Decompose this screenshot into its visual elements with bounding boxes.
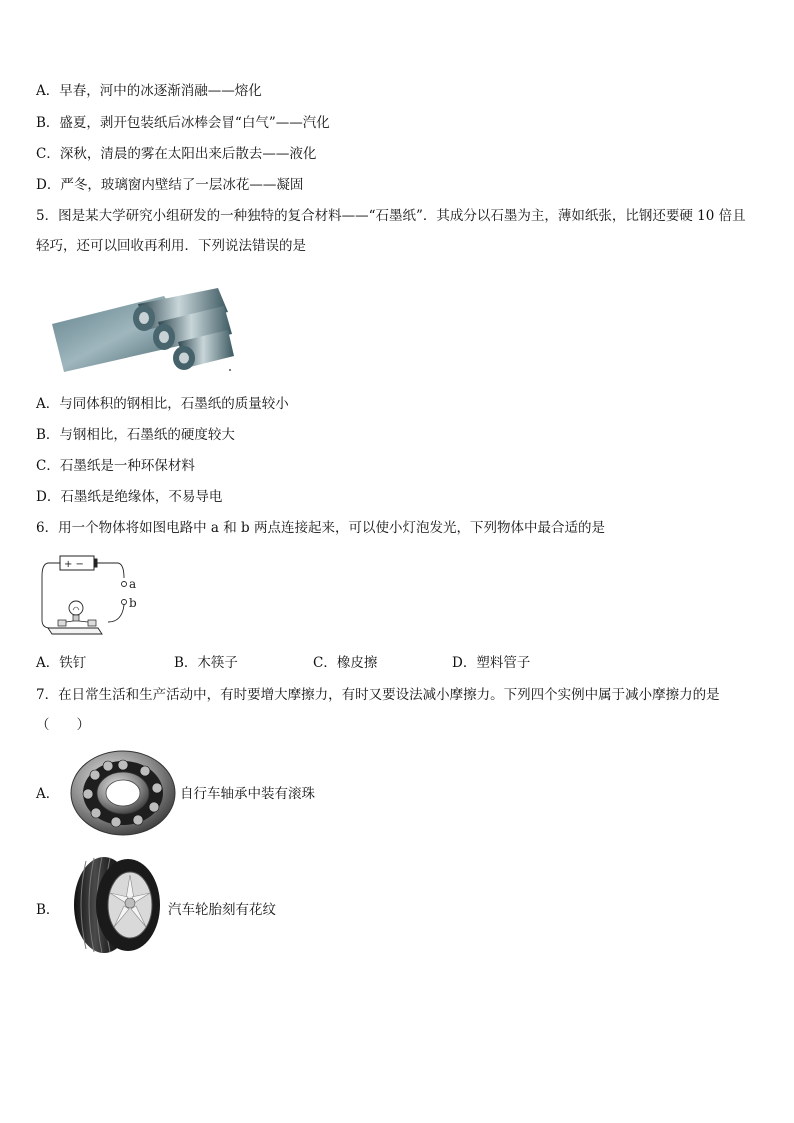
q7-option-b-letter: B． — [36, 902, 60, 918]
q4-option-c: C．深秋，清晨的雾在太阳出来后散去——液化 — [36, 146, 317, 162]
point-a-terminal — [122, 582, 127, 587]
q5-option-c: C．石墨纸是一种环保材料 — [36, 458, 195, 474]
point-a-label: a — [129, 577, 137, 591]
q6-option-d: D．塑料管子 — [452, 655, 531, 671]
tire-image — [68, 855, 164, 955]
circuit-diagram — [36, 550, 146, 640]
battery-label: + − — [64, 559, 84, 570]
q7-option-a-text: 自行车轴承中装有滚珠 — [180, 786, 315, 802]
light-bulb-icon — [69, 601, 83, 621]
q4-option-d: D．严冬，玻璃窗内壁结了一层冰花——凝固 — [36, 177, 304, 193]
graphite-paper-image — [46, 282, 236, 374]
q5-stem: 5．图是某大学研究小组研发的一种独特的复合材料——“石墨纸”．其成分以石墨为主，薄如纸张，比钢还要硬 10 倍且轻巧，还可以回收再利用．下列说法错误的是 — [36, 208, 746, 254]
q5-option-d: D．石墨纸是绝缘体，不易导电 — [36, 489, 223, 505]
q5-option-b: B．与钢相比，石墨纸的硬度较大 — [36, 427, 235, 443]
q7-option-a-letter: A． — [36, 786, 60, 802]
bearing-image — [68, 748, 178, 838]
q7-option-b-text: 汽车轮胎刻有花纹 — [168, 902, 276, 918]
wire-b-to-lamp — [108, 605, 124, 622]
point-b-label: b — [129, 596, 137, 610]
q5-option-a: A．与同体积的钢相比，石墨纸的质量较小 — [36, 396, 289, 412]
q6-option-a: A．铁钉 — [36, 655, 87, 671]
point-b-terminal — [122, 600, 127, 605]
q6-option-b: B．木筷子 — [174, 655, 238, 671]
lamp-base — [48, 620, 102, 634]
wire-left — [42, 563, 60, 628]
q4-option-a: A．早春，河中的冰逐渐消融——熔化 — [36, 83, 262, 99]
q6-stem: 6．用一个物体将如图电路中 a 和 b 两点连接起来，可以使小灯泡发光，下列物体中最合适的是 — [36, 520, 605, 536]
wire-top-right — [97, 563, 124, 578]
q4-option-b: B．盛夏，剥开包装纸后冰棒会冒“白气”——汽化 — [36, 115, 330, 131]
q6-option-c: C．橡皮擦 — [313, 655, 378, 671]
q7-stem: 7．在日常生活和生产活动中，有时要增大摩擦力，有时又要设法减小摩擦力。下列四个实例中属于减小摩擦力的是 — [36, 687, 720, 703]
q7-paren: （ ） — [36, 717, 90, 733]
